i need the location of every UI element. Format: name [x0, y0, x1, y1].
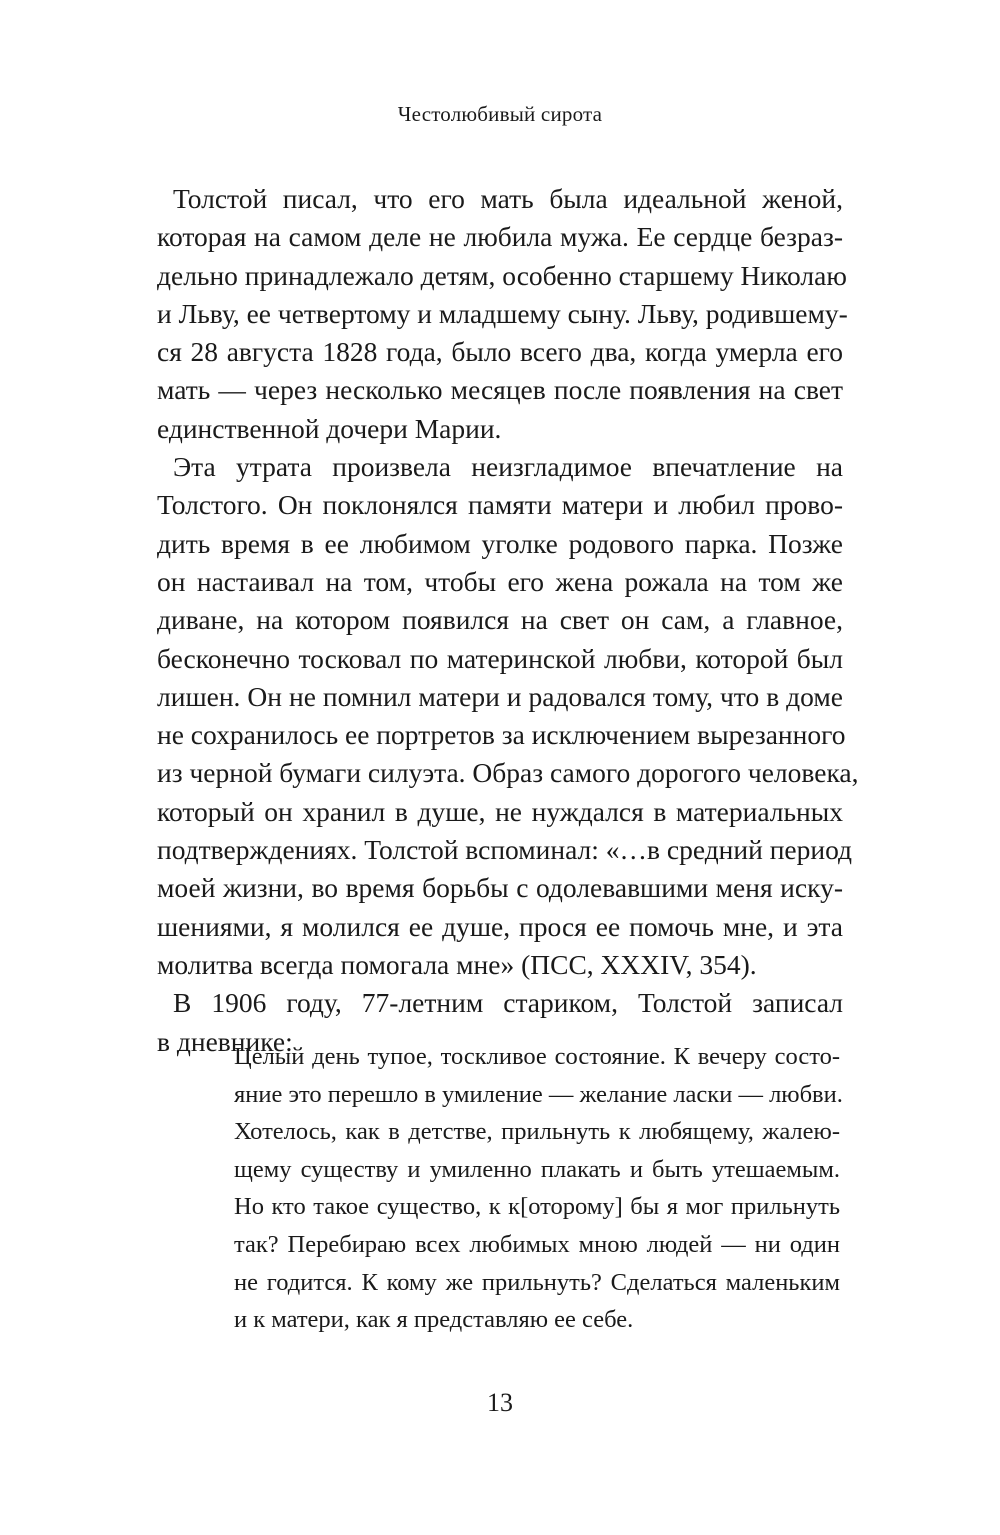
text-line: шениями, я молился ее душе, прося ее помочь мне, и эта	[157, 910, 843, 942]
text-line: которая на самом деле не любила мужа. Ее сердце безраз-	[157, 221, 843, 253]
text-line: моей жизни, во время борьбы с одолевавшими меня иску-	[157, 872, 843, 904]
quote-line: Но кто такое существо, к к[оторому] бы я мог прильнуть	[234, 1193, 840, 1221]
text-line: Толстой писал, что его мать была идеальной женой,	[173, 183, 843, 214]
text-line: который он хранил в душе, не нуждался в материальных	[157, 795, 843, 827]
text-line: диване, на котором появился на свет он сам, а главное,	[157, 604, 843, 636]
text-line: подтверждениях. Толстой вспоминал: «…в средний период	[157, 834, 853, 866]
quote-line: и к матери, как я представляю ее себе.	[234, 1306, 634, 1334]
diary-quote	[234, 1038, 843, 1339]
text-line: и Льву, ее четвертому и младшему сыну. Льву, родившему-	[157, 297, 848, 329]
text-line: Толстого. Он поклонялся памяти матери и любил прово-	[157, 489, 843, 521]
text-line: единственной дочери Марии.	[157, 412, 502, 444]
main-text	[157, 180, 859, 1061]
text-line: дельно принадлежало детям, особенно старшему Николаю	[157, 259, 847, 291]
text-line: лишен. Он не помнил матери и радовался тому, что в доме	[157, 680, 843, 712]
quote-line: Целый день тупое, тоскливое состояние. К вечеру состо-	[234, 1043, 840, 1070]
page-number: 13	[487, 1388, 513, 1417]
text-line: ся 28 августа 1828 года, было всего два, когда умерла его	[157, 336, 843, 368]
text-line: из черной бумаги силуэта. Образ самого дорогого человека,	[157, 757, 859, 789]
text-line: он настаивал на том, чтобы его жена рожала на том же	[157, 565, 843, 597]
text-line: бесконечно тосковал по материнской любви, которой был	[157, 642, 843, 674]
text-line: мать — через несколько месяцев после появления на свет	[157, 374, 843, 406]
running-head: Честолюбивый сирота	[397, 102, 603, 126]
text-line: молитва всегда помогала мне» (ПСС, XXXIV, 354).	[157, 948, 757, 980]
paragraph-2	[157, 448, 859, 984]
text-line: в дневнике:	[157, 1025, 293, 1057]
quote-line: так? Перебираю всех любимых мною людей — ни один	[234, 1230, 840, 1258]
quote-line: яние это перешло в умиление — желание ласки — любви.	[234, 1080, 843, 1108]
text-line: Эта утрата произвела неизгладимое впечатление на	[173, 451, 843, 483]
quote-line: щему существу и умиленно плакать и быть утешаемым.	[234, 1155, 840, 1183]
quote-line: не годится. К кому же прильнуть? Сделаться маленьким	[234, 1268, 840, 1296]
paragraph-1	[157, 180, 848, 448]
text-line: не сохранилось ее портретов за исключением вырезанного	[157, 719, 846, 751]
quote-line: Хотелось, как в детстве, прильнуть к любящему, жалею-	[234, 1118, 840, 1146]
text-line: В 1906 году, 77-летним стариком, Толстой записал	[173, 987, 843, 1019]
text-line: дить время в ее любимом уголке родового парка. Позже	[157, 527, 843, 559]
